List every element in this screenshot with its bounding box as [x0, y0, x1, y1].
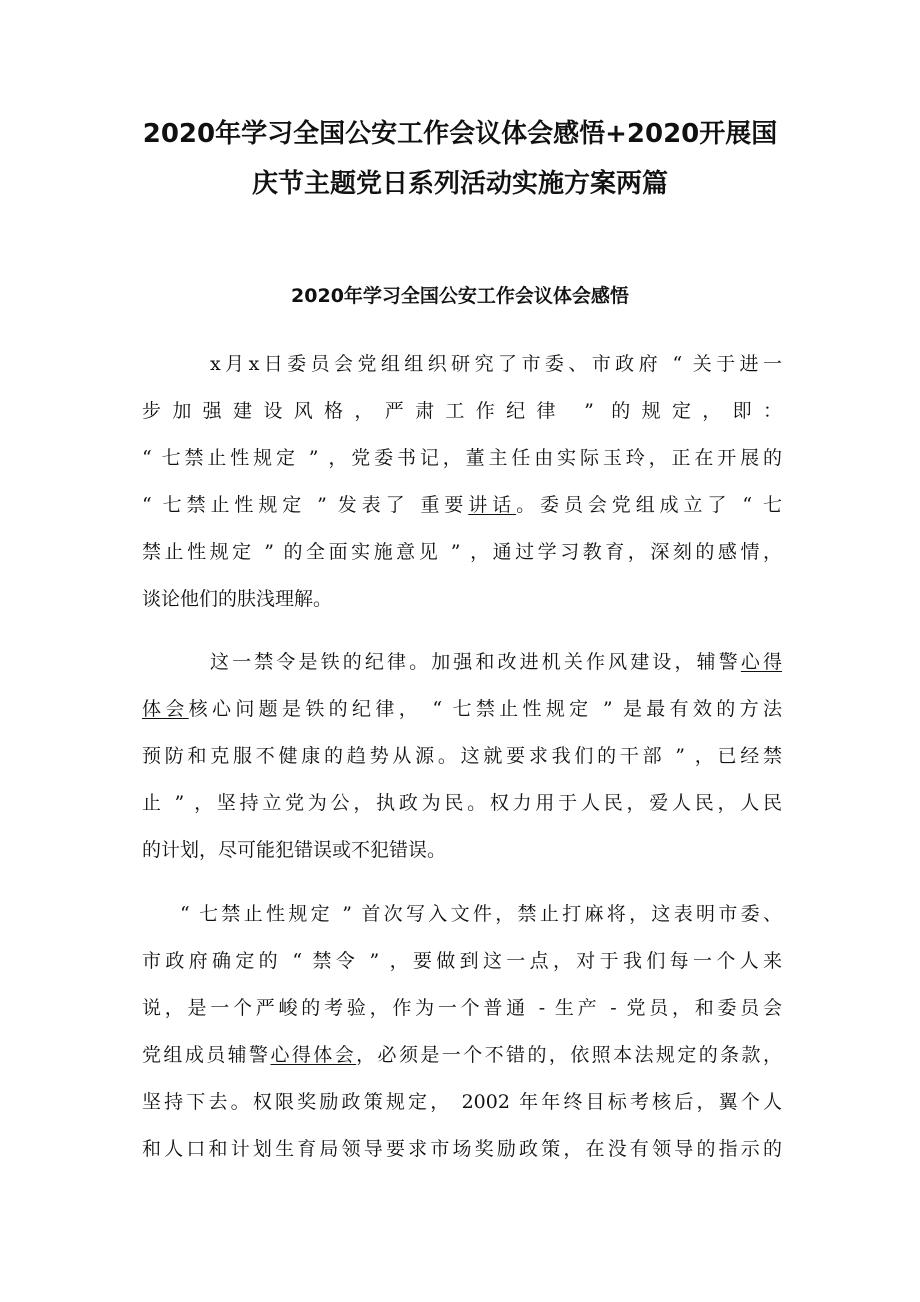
text-run: 市政府确定的 “ 禁令 ” ，要做到这一点，对于我们每一个人来 [142, 950, 782, 972]
text-run: 的计划，尽可能犯错误或不犯错误。 [142, 839, 447, 861]
paragraph-3-line [142, 996, 782, 1020]
text-run: 步加强建设风格，严肃工作纪律 ” 的规定，即： [142, 400, 782, 422]
paragraph-2-line [210, 650, 782, 674]
document-title-line-2: 庆节主题党日系列活动实施方案两篇 [251, 169, 668, 199]
text-run: ，必须是一个不错的，依照本法规定的条款， [356, 1044, 782, 1066]
section-title: 2020年学习全国公安工作会议体会感悟 [291, 285, 629, 307]
paragraph-1-line [142, 446, 782, 470]
text-run: 说，是一个严峻的考验，作为一个普通 - 生产 - 党员，和委员会 [142, 997, 782, 1019]
paragraph-2-line [142, 697, 782, 721]
text-run: 。委员会党组成立了 “ 七 [516, 494, 782, 516]
text-run: 谈论他们的肤浅理解。 [142, 588, 333, 610]
text-run: “ 七禁止性规定 ” ，党委书记，董主任由实际玉玲，正在开展的 [142, 447, 782, 469]
paragraph-3-line [142, 1043, 782, 1067]
text-run: “ 七禁止性规定 ” 发表了 重要 [142, 494, 469, 516]
paragraph-3-line [180, 902, 782, 926]
paragraph-2-line [142, 744, 782, 768]
paragraph-1-line [142, 399, 782, 423]
paragraph-2-line [142, 838, 782, 862]
paragraph-3-line [142, 1137, 782, 1161]
paragraph-1-line [210, 352, 782, 376]
text-run: 核心问题是铁的纪律， “ 七禁止性规定 ” 是最有效的方法 [188, 698, 782, 720]
text-run: 预防和克服不健康的趋势从源。这就要求我们的干部 ” ，已经禁 [142, 745, 782, 767]
experience-link[interactable]: 体会 [142, 698, 189, 720]
text-run: 党组成员辅警 [142, 1044, 271, 1066]
document-title-line-1: 2020年学习全国公安工作会议体会感悟+2020开展国 [142, 119, 778, 149]
paragraph-1-line [142, 540, 782, 564]
paragraph-3-line [142, 949, 782, 973]
paragraph-2-line [142, 791, 782, 815]
text-run: 这一禁令是铁的纪律。加强和改进机关作风建设，辅警 [210, 651, 741, 673]
text-run: 禁止性规定 ” 的全面实施意见 ” ，通过学习教育，深刻的感情， [142, 541, 782, 563]
paragraph-1-line [142, 493, 782, 517]
experience-link[interactable]: 心得体会 [270, 1044, 357, 1066]
text-run: 止 ” ，坚持立党为公，执政为民。权力用于人民，爱人民，人民 [142, 792, 782, 814]
experience-link[interactable]: 心得 [740, 651, 782, 673]
paragraph-1-line [142, 587, 782, 611]
text-run: x月x日委员会党组组织研究了市委、市政府 “ 关于进一 [210, 353, 782, 375]
text-run: “ 七禁止性规定 ” 首次写入文件，禁止打麻将，这表明市委、 [180, 903, 782, 925]
text-run: 和人口和计划生育局领导要求市场奖励政策，在没有领导的指示的 [142, 1138, 782, 1160]
speech-link[interactable]: 讲话 [468, 494, 517, 516]
text-run: 坚持下去。权限奖励政策规定， 2002 年年终目标考核后，翼个人 [142, 1091, 782, 1113]
paragraph-3-line [142, 1090, 782, 1114]
